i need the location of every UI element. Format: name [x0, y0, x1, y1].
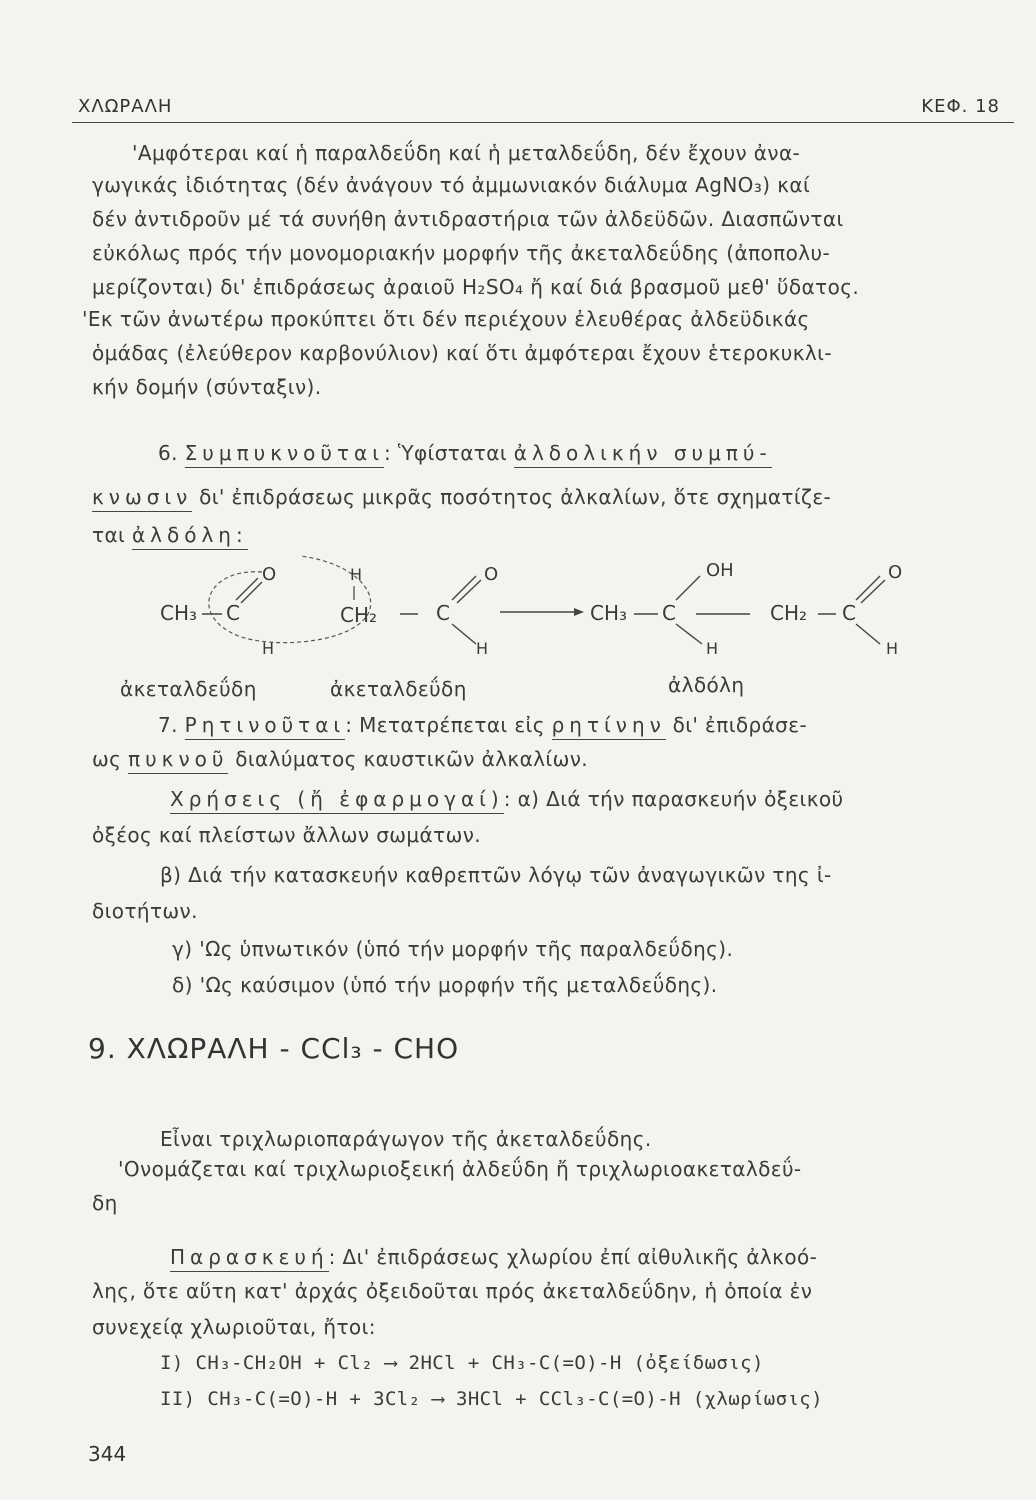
- item-7-term2: πυκνοῦ: [128, 747, 228, 774]
- paragraph-line: 'Αμφότεραι καί ἡ παραλδεΰδη καί ἡ μεταλδεΰδη, δέν ἔχουν ἀνα-: [132, 141, 801, 165]
- reaction-o4: O: [888, 562, 903, 583]
- item-6-text: ται: [92, 523, 126, 547]
- preparation-line: [170, 1244, 817, 1270]
- equation-1: I) CH₃-CH₂OH + Cl₂ ⟶ 2HCl + CH₃-C(=O)-H (ὀξείδωσις): [160, 1352, 764, 1374]
- preparation-heading: Παρασκευή: [170, 1245, 329, 1272]
- item-6-text: : Ὑφίσταται: [383, 441, 507, 465]
- preparation-line: λης, ὅτε αὕτη κατ' ἀρχάς ὀξειδοῦται πρός ἀκεταλδεΰδην, ἡ ὁποία ἐν: [92, 1279, 813, 1303]
- equation-2: II) CH₃-C(=O)-H + 3Cl₂ ⟶ 3HCl + CCl₃-C(=O)-H (χλωρίωσις): [160, 1388, 823, 1410]
- reaction-c2: C: [436, 601, 450, 625]
- uses-heading: Χρήσεις (ἤ ἐφαρμογαί): [170, 787, 504, 814]
- reaction-o1: O: [262, 564, 277, 585]
- section-line: 'Ονομάζεται καί τριχλωριοξεική ἀλδεΰδη ἤ τριχλωριοακεταλδεΰ-: [118, 1157, 802, 1181]
- paragraph-line: κήν δομήν (σύνταξιν).: [92, 375, 322, 399]
- reaction-h-bottom2: H: [476, 639, 489, 658]
- reaction-c1: C: [226, 601, 240, 625]
- reaction-h-bottom3: H: [706, 639, 719, 658]
- section-line: Εἶναι τριχλωριοπαράγωγον τῆς ἀκεταλδεΰδης.: [160, 1127, 652, 1151]
- paragraph-line: ὁμάδας (ἐλεύθερον καρβονύλιον) καί ὅτι ἀμφότεραι ἔχουν ἑτεροκυκλι-: [92, 341, 832, 365]
- reaction-label: ἀλδόλη: [668, 673, 745, 697]
- item-7-line: [158, 712, 807, 738]
- reaction-o2: O: [484, 564, 499, 585]
- item-6-number: 6.: [158, 441, 178, 465]
- paragraph-line: 'Εκ τῶν ἀνωτέρω προκύπτει ὅτι δέν περιέχουν ἐλευθέρας ἀλδεϋδικάς: [82, 307, 810, 331]
- item-6-heading: Συμπυκνοῦται: [185, 441, 384, 468]
- reaction-ch2-right: CH₂: [770, 601, 808, 625]
- reaction-c3: C: [662, 601, 676, 625]
- preparation-line: συνεχείᾳ χλωριοῦται, ἤτοι:: [92, 1315, 376, 1339]
- header-rule: [72, 122, 1014, 123]
- uses-line: [170, 786, 844, 812]
- uses-line: β) Διά τήν κατασκευήν καθρεπτῶν λόγῳ τῶν ἀναγωγικῶν της ἰ-: [160, 863, 832, 887]
- uses-a: : α) Διά τήν παρασκευήν ὀξεικοῦ: [503, 787, 844, 811]
- item-6-term2: ἀλδόλη:: [132, 523, 248, 550]
- uses-line: δ) 'Ως καύσιμον (ὑπό τήν μορφήν τῆς μεταλδεΰδης).: [172, 973, 718, 997]
- item-7-line: [92, 746, 588, 772]
- item-6-line: [92, 522, 248, 548]
- reaction-h-bottom1: H: [262, 639, 275, 658]
- uses-line: γ) 'Ως ὑπνωτικόν (ὑπό τήν μορφήν τῆς παραλδεΰδης).: [172, 937, 734, 961]
- uses-line: ὀξέος καί πλείστων ἄλλων σωμάτων.: [92, 823, 482, 847]
- reaction-label: ἀκεταλδεΰδη: [330, 677, 467, 701]
- item-7-heading: Ρητινοῦται: [185, 713, 346, 740]
- reaction-ch3-right: CH₃: [590, 601, 628, 625]
- running-header-title: ΧΛΩΡΑΛΗ: [78, 96, 173, 117]
- reaction-c4: C: [842, 601, 856, 625]
- item-6-term: ἀλδολικήν συμπύ-: [514, 441, 772, 468]
- reaction-h-top: H: [350, 565, 363, 584]
- item-6-term-cont: κνωσιν: [92, 485, 192, 512]
- item-7-text: ως: [92, 747, 122, 771]
- item-7-term: ρητίνην: [552, 713, 666, 740]
- page-number: 344: [88, 1442, 127, 1466]
- item-6-line: [92, 484, 831, 510]
- reaction-h-bottom4: H: [886, 639, 899, 658]
- paragraph-line: γωγικάς ἰδιότητας (δέν ἀνάγουν τό ἀμμωνιακόν διάλυμα AgNO₃) καί: [92, 173, 811, 197]
- item-6-text: δι' ἐπιδράσεως μικρᾶς ποσότητος ἀλκαλίων, ὅτε σχηματίζε-: [199, 485, 832, 509]
- item-7-number: 7.: [158, 713, 178, 737]
- paragraph-line: δέν ἀντιδροῦν μέ τά συνήθη ἀντιδραστήρια τῶν ἀλδεϋδῶν. Διασπῶνται: [92, 207, 844, 231]
- item-7-text: διαλύματος καυστικῶν ἀλκαλίων.: [235, 747, 589, 771]
- reaction-ch2: CH₂: [340, 603, 378, 627]
- item-6-line: [158, 440, 772, 466]
- reaction-ch3-left: CH₃: [160, 601, 198, 625]
- reaction-label: ἀκεταλδεΰδη: [120, 677, 257, 701]
- running-header-chapter: ΚΕΦ. 18: [921, 96, 1000, 117]
- preparation-text: : Δι' ἐπιδράσεως χλωρίου ἐπί αἰθυλικῆς ἀλκοό-: [328, 1245, 818, 1269]
- item-7-text: δι' ἐπιδράσε-: [672, 713, 808, 737]
- paragraph-line: μερίζονται) δι' ἐπιδράσεως ἀραιοῦ H₂SO₄ ἤ καί διά βρασμοῦ μεθ' ὕδατος.: [92, 275, 860, 299]
- aldol-reaction-scheme: [150, 550, 930, 700]
- item-7-text: : Μετατρέπεται εἰς: [345, 713, 545, 737]
- uses-line: διοτήτων.: [92, 899, 198, 923]
- section-title: 9. ΧΛΩΡΑΛΗ - CCl₃ - CHO: [88, 1032, 460, 1065]
- paragraph-line: εὐκόλως πρός τήν μονομοριακήν μορφήν τῆς ἀκεταλδεΰδης (ἀποπολυ-: [92, 241, 831, 265]
- section-line: δη: [92, 1191, 118, 1215]
- reaction-oh: OH: [706, 560, 734, 581]
